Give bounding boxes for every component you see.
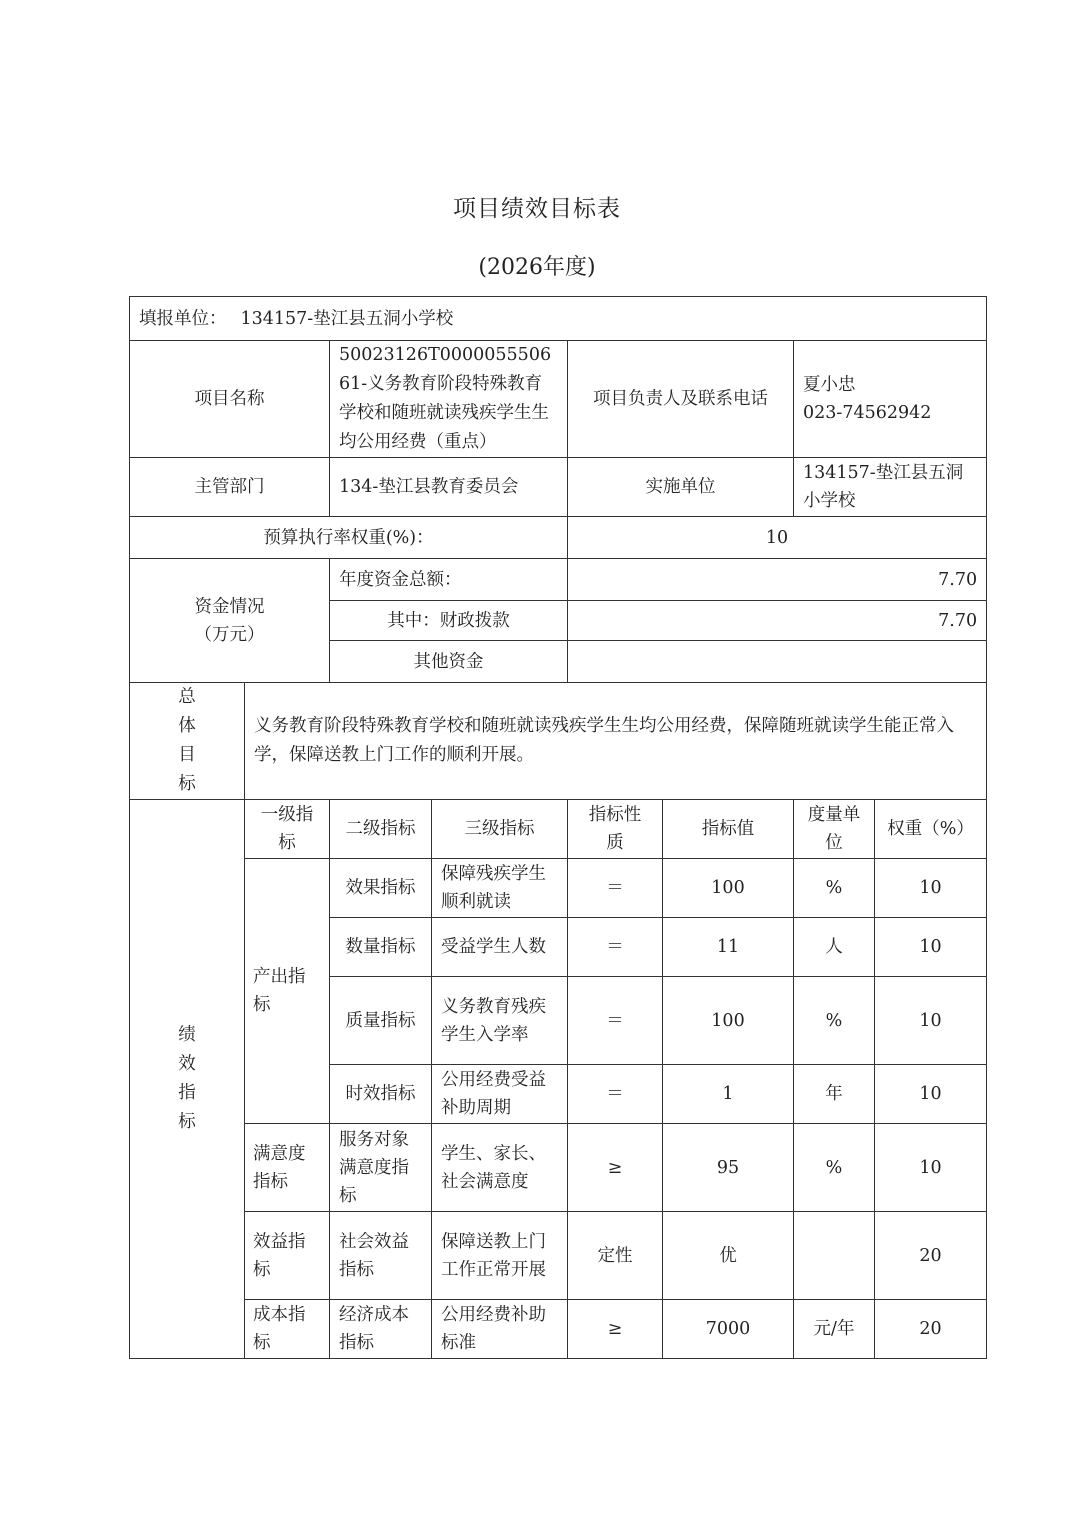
- section-label-char: 绩: [178, 1025, 196, 1045]
- value-cell: 1: [663, 1065, 794, 1124]
- funds-label-line1: 资金情况: [194, 596, 265, 617]
- value-cell: 11: [663, 918, 794, 977]
- nature-cell: 定性: [568, 1212, 663, 1300]
- level3-cell: 公用经费补助标准: [432, 1300, 568, 1359]
- funds-other-value: [568, 641, 987, 683]
- overall-goal-row: [130, 683, 987, 800]
- reporting-unit-value: 134157-垫江县五洞小学校: [240, 308, 454, 329]
- value-cell: 100: [663, 977, 794, 1065]
- unit-cell: %: [794, 859, 875, 918]
- nature-cell: ＝: [568, 918, 663, 977]
- indicator-header-row: [130, 800, 987, 859]
- value-cell: 优: [663, 1212, 794, 1300]
- unit-cell: 人: [794, 918, 875, 977]
- funds-fiscal-value: 7.70: [568, 601, 987, 641]
- department-row: [130, 458, 987, 517]
- level1-cell: 满意度指标: [245, 1124, 330, 1212]
- indicator-row: [130, 1300, 987, 1359]
- unit-cell: %: [794, 977, 875, 1065]
- budget-weight-row: [130, 517, 987, 559]
- overall-goal-text: 义务教育阶段特殊教育学校和随班就读残疾学生生均公用经费，保障随班就读学生能正常入学，保障送教上门工作的顺利开展。: [245, 683, 987, 800]
- funds-total-value: 7.70: [568, 559, 987, 601]
- weight-cell: 10: [875, 1124, 987, 1212]
- header-level1: 一级指标: [245, 800, 330, 859]
- section-label-char: 效: [178, 1054, 196, 1074]
- goal-label-char: 标: [178, 774, 196, 794]
- level3-cell: 受益学生人数: [432, 918, 568, 977]
- document-title: 项目绩效目标表: [453, 196, 621, 222]
- project-name-value: 50023126T000005550661-义务教育阶段特殊教育学校和随班就读残疾学生生均公用经费（重点）: [330, 341, 568, 458]
- indicators-section-label: [130, 800, 245, 1359]
- header-value: 指标值: [663, 800, 794, 859]
- header-level3: 三级指标: [432, 800, 568, 859]
- contact-label: 项目负责人及联系电话: [568, 341, 794, 458]
- section-label-char: 指: [178, 1083, 196, 1103]
- department-value: 134-垫江县教育委员会: [330, 458, 568, 517]
- nature-cell: ≥: [568, 1124, 663, 1212]
- nature-cell: ＝: [568, 859, 663, 918]
- indicator-row: [130, 1212, 987, 1300]
- funds-label: [130, 559, 330, 683]
- level3-cell: 义务教育残疾学生入学率: [432, 977, 568, 1065]
- weight-cell: 10: [875, 859, 987, 918]
- level2-cell: 质量指标: [330, 977, 432, 1065]
- department-label: 主管部门: [130, 458, 330, 517]
- value-cell: 95: [663, 1124, 794, 1212]
- project-name-label: 项目名称: [130, 341, 330, 458]
- level3-cell: 学生、家长、社会满意度: [432, 1124, 568, 1212]
- weight-cell: 10: [875, 918, 987, 977]
- nature-cell: ≥: [568, 1300, 663, 1359]
- level1-cell: 成本指标: [245, 1300, 330, 1359]
- goal-label-char: 体: [178, 716, 196, 736]
- contact-phone: 023-74562942: [803, 403, 932, 423]
- unit-cell: 元/年: [794, 1300, 875, 1359]
- value-cell: 7000: [663, 1300, 794, 1359]
- level2-cell: 数量指标: [330, 918, 432, 977]
- reporting-unit-row: [130, 297, 987, 341]
- header-level2: 二级指标: [330, 800, 432, 859]
- level2-cell: 服务对象满意度指标: [330, 1124, 432, 1212]
- level3-cell: 保障送教上门工作正常开展: [432, 1212, 568, 1300]
- weight-cell: 10: [875, 1065, 987, 1124]
- indicator-row: [130, 1124, 987, 1212]
- weight-cell: 20: [875, 1212, 987, 1300]
- header-nature: 指标性质: [568, 800, 663, 859]
- implementing-unit-value: 134157-垫江县五洞小学校: [794, 458, 987, 517]
- nature-cell: ＝: [568, 1065, 663, 1124]
- nature-cell: ＝: [568, 977, 663, 1065]
- value-cell: 100: [663, 859, 794, 918]
- funds-fiscal-label: 其中：财政拨款: [330, 601, 568, 641]
- goal-label-char: 总: [178, 687, 196, 707]
- level2-cell: 效果指标: [330, 859, 432, 918]
- budget-weight-value: 10: [568, 517, 987, 559]
- level3-cell: 公用经费受益补助周期: [432, 1065, 568, 1124]
- header-weight: 权重（%）: [875, 800, 987, 859]
- funds-total-row: [130, 559, 987, 601]
- level2-cell: 社会效益指标: [330, 1212, 432, 1300]
- funds-label-line2: （万元）: [194, 624, 265, 645]
- unit-cell: %: [794, 1124, 875, 1212]
- implementing-unit-label: 实施单位: [568, 458, 794, 517]
- budget-weight-label: 预算执行率权重(%)：: [130, 517, 568, 559]
- weight-cell: 10: [875, 977, 987, 1065]
- level2-cell: 经济成本指标: [330, 1300, 432, 1359]
- contact-cell: [794, 341, 987, 458]
- indicator-row: [130, 859, 987, 918]
- contact-name: 夏小忠: [803, 375, 856, 395]
- goal-label-char: 目: [178, 745, 196, 765]
- project-name-row: [130, 341, 987, 458]
- level2-cell: 时效指标: [330, 1065, 432, 1124]
- reporting-unit-cell: [130, 297, 987, 341]
- unit-cell: 年: [794, 1065, 875, 1124]
- funds-total-label: 年度资金总额：: [330, 559, 568, 601]
- funds-other-label: 其他资金: [330, 641, 568, 683]
- level1-cell: 产出指标: [245, 859, 330, 1124]
- level3-cell: 保障残疾学生顺利就读: [432, 859, 568, 918]
- unit-cell: [794, 1212, 875, 1300]
- weight-cell: 20: [875, 1300, 987, 1359]
- overall-goal-label: [130, 683, 245, 800]
- section-label-char: 标: [178, 1112, 196, 1132]
- performance-target-table: [129, 296, 987, 1359]
- header-unit: 度量单位: [794, 800, 875, 859]
- reporting-unit-label: 填报单位：: [139, 308, 227, 329]
- document-subtitle: (2026年度): [478, 255, 596, 280]
- level1-cell: 效益指标: [245, 1212, 330, 1300]
